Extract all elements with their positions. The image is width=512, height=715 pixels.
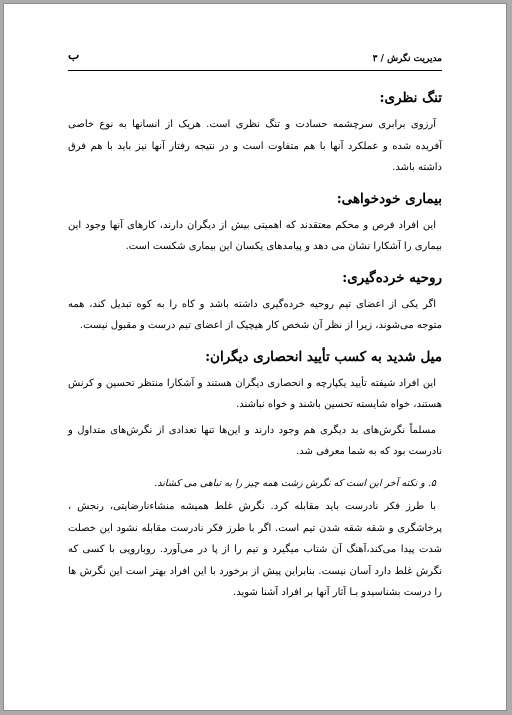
point-five-body: با طرز فکر نادرست باید مقابله کرد. نگرش غلط همیشه منشاءنارضایتی، رنجش ، پرخاشگری و شقه شقه شدن تیم است. اگر با طرز فکر نادرست مقابله نشود این خصلت شدت پیدا می‌کند،آهنگ آن شتاب میگیرد و تیم را از پا در می‌آورد. روبارویی با کسی که نگرش غلط دارد آسان نیست. بنابراین پیش از برخورد با این افراد بهتر است این نگرش ها را درست بشناسیدو بـا آثار آنها بر افراد آشنا شوید.: [68, 501, 442, 598]
section-heading-narrow-mindedness: تنگ نظری:: [379, 90, 442, 106]
header-rule: [68, 70, 442, 71]
page-header: [68, 48, 442, 68]
section-body-approval-seeking: این افراد شیفته تأیید یکپارچه و انحصاری دیگران هستند و آشکارا منتظر تحسین و کرنش هستند، خواه شایسته تحسین باشند و خواه نباشند.: [68, 377, 442, 410]
section-body-approval-seeking-2: مسلماً نگرش‌های بد دیگری هم وجود دارند و این‌ها تنها تعدادی از نگرش‌های متداول و نادرست بود که به شما معرفی شد.: [68, 424, 442, 457]
document-page: [3, 3, 507, 711]
section-body-selfishness: این افراد فرص و محکم معتقدند که اهمیتی بیش از دیگران دارند، کارهای آنها وجود این بیماری را آشکارا نشان می دهد و پیامدهای یکسان این بیماری شکست است.: [68, 219, 442, 252]
running-title: مدیریت نگرش / ۳: [372, 54, 442, 64]
point-five-italic: ۵. و نکته آخر این است که نگرش زشت همه چیز را به تباهی می کشاند.: [154, 477, 436, 489]
section-heading-nitpicking: روحیه خرده‌گیری:: [342, 269, 442, 286]
section-body-nitpicking: اگر یکی از اعضای تیم روحیه خرده‌گیری داشته باشد و کاه را به کوه تبدیل کند، همه متوجه می‌شوند، زیرا از نظر آن شخص کار هیچیک از اعضای تیم درست و مقبول نیست.: [68, 298, 442, 331]
section-heading-approval-seeking: میل شدید به کسب تأیید انحصاری دیگران:: [205, 348, 442, 365]
section-body-narrow-mindedness: آرزوی برابری سرچشمه حسادت و تنگ نظری است. هریک از انسانها به نوع خاصی آفریده شده و عملکرد آنها با هم متفاوت است و در نتیجه رفتار آنها نیز باید با هم فرق داشته باشد.: [68, 119, 442, 173]
section-heading-selfishness: بیماری خودخواهی:: [336, 190, 442, 207]
header-mark: ب: [68, 48, 80, 62]
page-content: [68, 88, 442, 614]
